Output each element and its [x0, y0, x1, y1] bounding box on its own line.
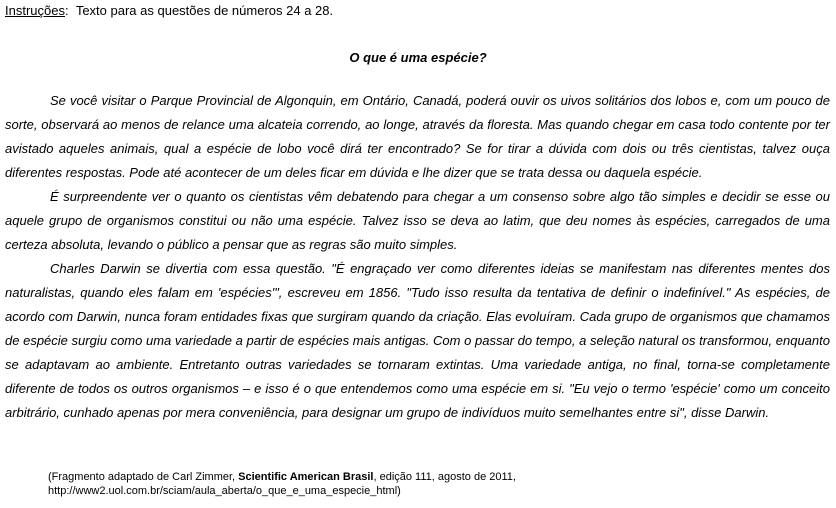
source-publication: Scientific American Brasil	[238, 471, 374, 483]
source-prefix: (Fragmento adaptado de Carl Zimmer,	[48, 471, 239, 483]
instructions-colon: :	[64, 3, 76, 18]
paragraph-3: Charles Darwin se divertia com essa questão. "É engraçado ver como diferentes ideias se manifestam nas diferentes mentes dos naturalistas, quando eles falam em 'espécies'", escreveu em 1856. "Tudo isso resulta da tentativa de definir o indefinível." As espécies, de acordo com Darwin, nunca foram entidades fixas que surgiram quando da criação. Elas evoluíram. Cada grupo de organismos que chamamos de espécie surgiu como uma variedade a partir de espécies mais antigas. Com o passar do tempo, a seleção natural os transformou, enquanto se adaptavam ao ambiente. Entretanto outras variedades se tornaram extintas. Uma variedade antiga, no final, torna-se completamente diferente de todos os outros organismos – e isso é o que entendemos como uma espécie em si. "Eu vejo o termo 'espécie' como um conceito arbitrário, cunhado apenas por mera conveniência, para designar um grupo de indivíduos muito semelhantes entre si", disse Darwin.	[5, 261, 830, 420]
instructions-line	[5, 3, 333, 19]
article-body	[5, 89, 830, 425]
source-suffix: , edição 111, agosto de 2011, http://www2.uol.com.br/sciam/aula_aberta/o_que_e_uma_especie_html)	[48, 471, 516, 497]
instructions-label: Instruções	[5, 3, 65, 18]
source-citation	[48, 470, 833, 498]
paragraph-1: Se você visitar o Parque Provincial de Algonquin, em Ontário, Canadá, poderá ouvir os uivos solitários dos lobos e, com um pouco de sorte, observará ao menos de relance uma alcateia correndo, ao longe, através da floresta. Mas quando chegar em casa todo contente por ter avistado aqueles animais, qual a espécie de lobo você dirá ter encontrado? Se for tirar a dúvida com dois ou três cientistas, talvez ouça diferentes respostas. Pode até acontecer de um deles ficar em dúvida e lhe dizer que se trata dessa ou daquela espécie.	[5, 93, 830, 180]
paragraph-2: É surpreendente ver o quanto os cientistas vêm debatendo para chegar a um consenso sobre algo tão simples e decidir se esse ou aquele grupo de organismos constitui ou não uma espécie. Talvez isso se deva ao latim, que deu nomes às espécies, carregados de uma certeza absoluta, levando o público a pensar que as regras são muito simples.	[5, 189, 830, 252]
article-title: O que é uma espécie?	[349, 50, 487, 65]
instructions-text: Texto para as questões de números 24 a 28.	[75, 3, 334, 18]
